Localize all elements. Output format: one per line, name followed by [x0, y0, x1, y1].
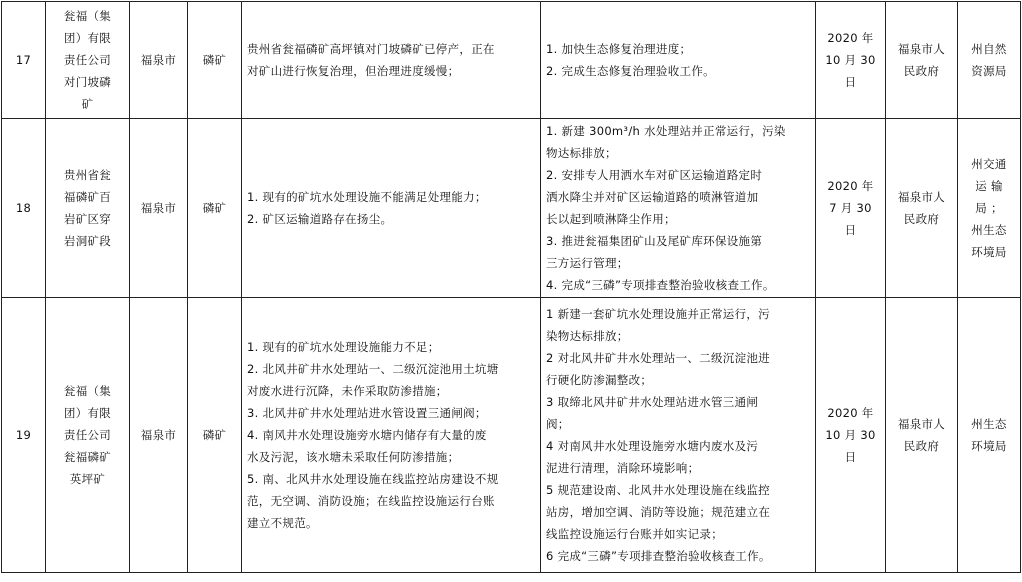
enterprise-name: [46, 298, 130, 573]
text-line: 团）有限: [63, 406, 112, 420]
text-line: 日: [844, 223, 857, 237]
text-line: 岩矿区穿: [63, 212, 112, 226]
text-line: 福泉市人: [897, 190, 946, 204]
text-line: 1. 现有的矿坑水处理设施不能满足处理能力；: [247, 190, 487, 204]
text-line: 5. 南、北风井水处理设施在线监控站房建设不规: [247, 472, 499, 486]
text-line: 物达标排放；: [546, 146, 617, 160]
text-line: 局 ；: [975, 201, 1003, 215]
text-line: 泥进行清理，消除环境影响；: [546, 461, 700, 475]
text-line: 2. 完成生态修复治理验收工作。: [546, 64, 715, 78]
text-line: 线监控设施运行台账并如实记录；: [546, 527, 723, 541]
text-line: 2 对北风井矿井水处理站一、二级沉淀池进: [546, 351, 770, 365]
text-line: 4. 南风井水处理设施旁水塘内储存有大量的废: [247, 428, 487, 442]
enterprise-name: [46, 2, 130, 119]
measures: [541, 298, 816, 573]
text-line: 1. 现有的矿坑水处理设施能力不足；: [247, 340, 440, 354]
text-line: 责任公司: [63, 428, 112, 442]
text-line: 州交通: [971, 157, 1007, 171]
text-line: 民政府: [903, 212, 940, 226]
text-line: 福泉市人: [897, 42, 946, 56]
text-line: 民政府: [903, 439, 940, 453]
text-line: 矿: [81, 97, 94, 111]
text-line: 2020 年: [827, 31, 874, 45]
text-line: 贵州省瓮福磷矿高坪镇对门坡磷矿已停产，正在: [247, 42, 495, 56]
text-line: 长以起到喷淋降尘作用；: [546, 212, 676, 226]
text-line: 4. 完成“三磷”专项排查整治验收核查工作。: [546, 278, 775, 292]
responsible-unit: [886, 298, 958, 573]
text-line: 州生态: [971, 417, 1007, 431]
text-line: 3 取缔北风井矿井水处理站进水管三通闸: [546, 395, 759, 409]
text-line: 2. 矿区运输道路存在扬尘。: [247, 212, 393, 226]
text-line: 2. 北风井矿井水处理站一、二级沉淀池用土坑塘: [247, 362, 499, 376]
supervisor: [958, 119, 1021, 298]
text-line: 洒水降尘并对矿区运输道路的喷淋管道加: [546, 190, 759, 204]
responsible-unit: [886, 119, 958, 298]
text-line: 英坪矿: [69, 472, 106, 486]
row-number: 18: [2, 119, 46, 298]
text-line: 7 月 30: [829, 201, 872, 215]
supervisor: [958, 2, 1021, 119]
row-number: 19: [2, 298, 46, 573]
text-line: 福磷矿百: [63, 190, 112, 204]
text-line: 行硬化防渗漏整改；: [546, 373, 653, 387]
text-line: 对门坡磷: [63, 75, 112, 89]
text-line: 1. 加快生态修复治理进度；: [546, 42, 692, 56]
text-line: 阀；: [546, 417, 570, 431]
text-line: 范，无空调、消防设施；在线监控设施运行台账: [247, 494, 495, 508]
mine-type: 磷矿: [188, 119, 242, 298]
city: 福泉市: [130, 298, 188, 573]
text-line: 1. 新建 300m³/h 水处理站并正常运行，污染: [546, 124, 786, 138]
text-line: 瓮福（集: [63, 384, 112, 398]
row-number: 17: [2, 2, 46, 119]
text-line: 对矿山进行恢复治理，但治理进度缓慢；: [247, 64, 460, 78]
text-line: 10 月 30: [825, 428, 876, 442]
city: 福泉市: [130, 2, 188, 119]
text-line: 环境局: [971, 245, 1007, 259]
text-line: 10 月 30: [825, 53, 876, 67]
deadline: [816, 119, 886, 298]
responsible-unit: [886, 2, 958, 119]
problems: [242, 298, 541, 573]
text-line: 瓮福（集: [63, 9, 112, 23]
table-row: [2, 2, 1021, 119]
mine-type: 磷矿: [188, 2, 242, 119]
text-line: 岩洞矿段: [63, 234, 112, 248]
text-line: 州生态: [971, 223, 1007, 237]
rectification-table: [1, 1, 1021, 573]
text-line: 1 新建一套矿坑水处理设施并正常运行，污: [546, 307, 770, 321]
text-line: 3. 北风井矿井水处理站进水管设置三通闸阀；: [247, 406, 487, 420]
problems: [242, 119, 541, 298]
text-line: 贵州省瓮: [63, 168, 112, 182]
table-row: [2, 298, 1021, 573]
measures: [541, 119, 816, 298]
text-line: 团）有限: [63, 31, 112, 45]
measures: [541, 2, 816, 119]
text-line: 染物达标排放；: [546, 329, 629, 343]
problems: [242, 2, 541, 119]
text-line: 瓮福磷矿: [63, 450, 112, 464]
text-line: 民政府: [903, 64, 940, 78]
supervisor: [958, 298, 1021, 573]
text-line: 日: [844, 75, 857, 89]
text-line: 2020 年: [827, 406, 874, 420]
text-line: 2020 年: [827, 179, 874, 193]
deadline: [816, 2, 886, 119]
city: 福泉市: [130, 119, 188, 298]
text-line: 水及污泥，该水塘未采取任何防渗措施；: [247, 450, 460, 464]
text-line: 福泉市人: [897, 417, 946, 431]
text-line: 4 对南风井水处理设施旁水塘内废水及污: [546, 439, 759, 453]
text-line: 责任公司: [63, 53, 112, 67]
text-line: 6 完成“三磷”专项排查整治验收核查工作。: [546, 549, 771, 563]
text-line: 三方运行管理；: [546, 256, 629, 270]
text-line: 对废水进行沉降，未作采取防渗措施；: [247, 384, 448, 398]
text-line: 2. 安排专人用洒水车对矿区运输道路定时: [546, 168, 763, 182]
deadline: [816, 298, 886, 573]
text-line: 运 输: [975, 179, 1003, 193]
text-line: 建立不规范。: [247, 516, 318, 530]
text-line: 环境局: [971, 439, 1007, 453]
text-line: 3. 推进瓮福集团矿山及尾矿库环保设施第: [546, 234, 763, 248]
text-line: 5 规范建设南、北风井水处理设施在线监控: [546, 483, 770, 497]
text-line: 日: [844, 450, 857, 464]
mine-type: 磷矿: [188, 298, 242, 573]
text-line: 站房，增加空调、消防等设施；规范建立在: [546, 505, 771, 519]
enterprise-name: [46, 119, 130, 298]
text-line: 州自然: [971, 42, 1007, 56]
table-row: [2, 119, 1021, 298]
text-line: 资源局: [971, 64, 1007, 78]
